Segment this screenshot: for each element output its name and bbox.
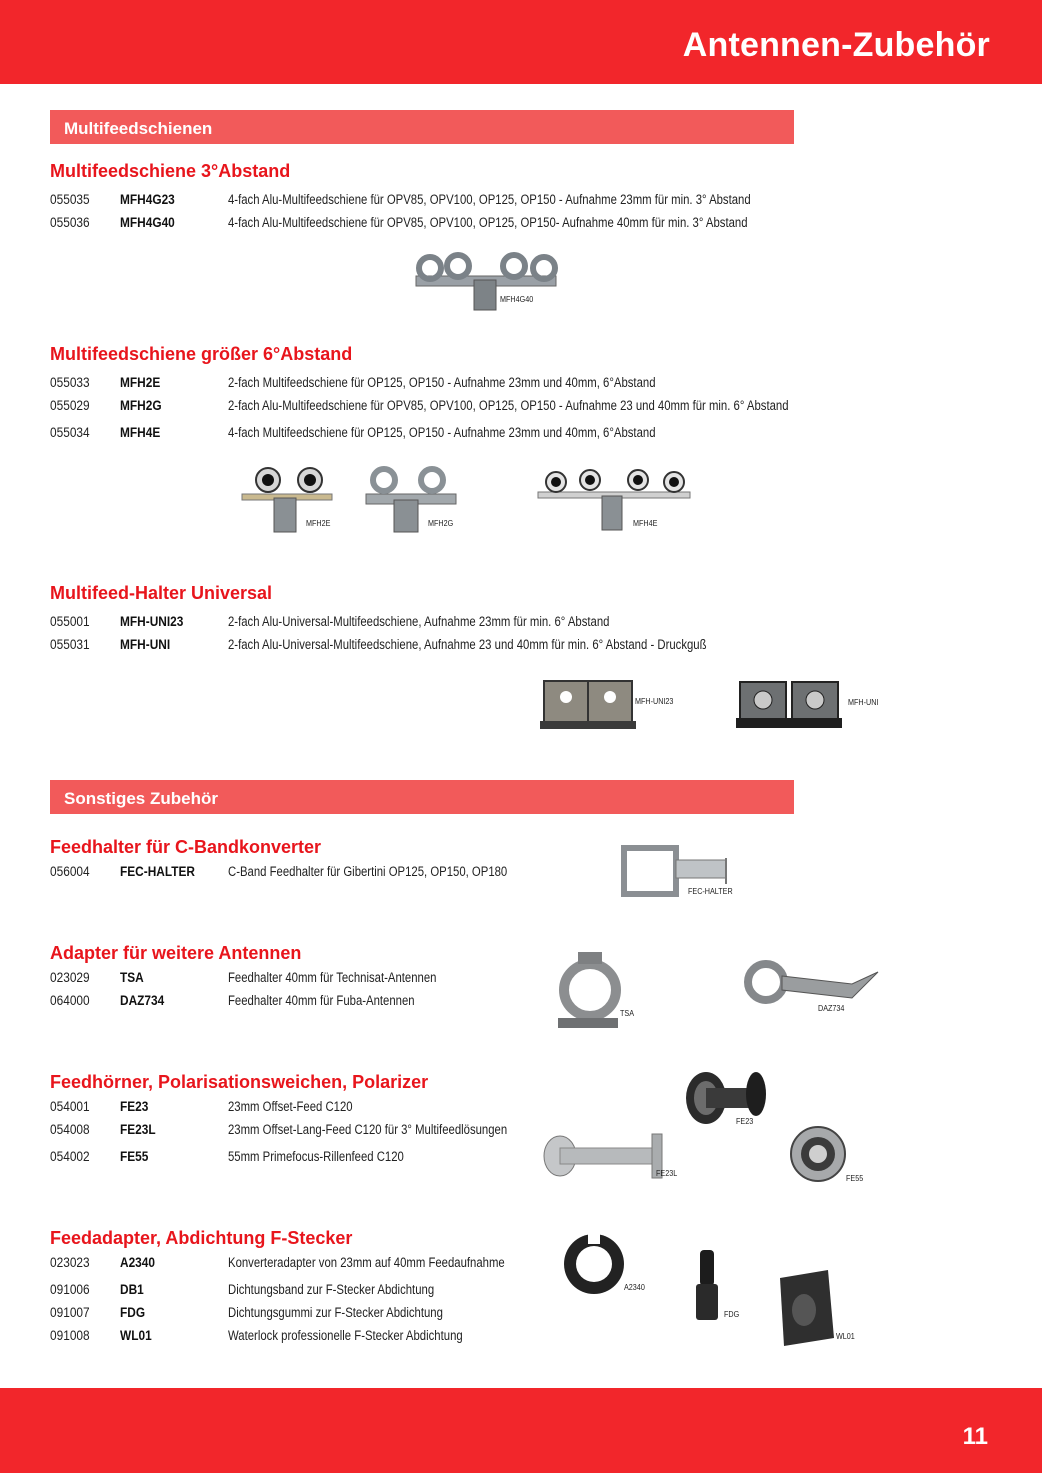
article-number: 055029 (50, 398, 90, 413)
fdg-image (692, 1248, 752, 1324)
article-description: C-Band Feedhalter für Gibertini OP125, OP150, OP180 (228, 864, 508, 879)
image-caption: MFH2G (428, 519, 454, 528)
fec-halter-image (620, 844, 740, 900)
section-bar-multifeedschienen (50, 110, 794, 144)
article-code: MFH4E (120, 425, 161, 440)
article-code: FE23 (120, 1099, 149, 1114)
image-caption: DAZ734 (818, 1004, 845, 1013)
fe55-image (788, 1124, 868, 1186)
article-code: FE55 (120, 1149, 149, 1164)
image-caption: FE23 (736, 1117, 754, 1126)
article-code: MFH2G (120, 398, 162, 413)
mfh-uni-image (736, 678, 886, 730)
article-description: Feedhalter 40mm für Technisat-Antennen (228, 970, 437, 985)
article-number: 055001 (50, 614, 90, 629)
article-code: MFH2E (120, 375, 161, 390)
article-code: MFH4G23 (120, 192, 175, 207)
article-number: 056004 (50, 864, 90, 879)
article-description: 4-fach Alu-Multifeedschiene für OPV85, OPV100, OP125, OP150 - Aufnahme 23mm für min. 3° Abstand (228, 192, 751, 207)
daz734-image (742, 954, 882, 1016)
article-description: Dichtungsband zur F-Stecker Abdichtung (228, 1282, 435, 1297)
fe23-image (684, 1066, 774, 1130)
fe23l-image (542, 1132, 682, 1182)
mfh4g40-image (412, 250, 562, 312)
group-title: Feedhörner, Polarisationsweichen, Polarizer (50, 1072, 429, 1092)
article-number: 054001 (50, 1099, 90, 1114)
section-bar-sonstiges-zubehoer (50, 780, 794, 814)
article-number: 091007 (50, 1305, 90, 1320)
article-description: Feedhalter 40mm für Fuba-Antennen (228, 993, 415, 1008)
section-title: Sonstiges Zubehör (64, 789, 218, 808)
article-description: 4-fach Alu-Multifeedschiene für OPV85, OPV100, OP125, OP150- Aufnahme 40mm für min. 3° Abstand (228, 215, 748, 230)
image-caption: MFH4E (633, 519, 658, 528)
article-number: 054002 (50, 1149, 90, 1164)
article-number: 055033 (50, 375, 90, 390)
article-description: 4-fach Multifeedschiene für OP125, OP150 - Aufnahme 23mm und 40mm, 6°Abstand (228, 425, 656, 440)
image-caption: TSA (620, 1009, 635, 1018)
article-description: 2-fach Alu-Universal-Multifeedschiene, Aufnahme 23mm für min. 6° Abstand (228, 614, 610, 629)
article-number: 023023 (50, 1255, 90, 1270)
article-description: 2-fach Alu-Universal-Multifeedschiene, Aufnahme 23 und 40mm für min. 6° Abstand - Druckguß (228, 637, 707, 652)
image-caption: FEC-HALTER (688, 887, 733, 896)
a2340-image (560, 1230, 660, 1300)
wl01-image (774, 1268, 864, 1352)
article-code: MFH-UNI (120, 637, 171, 652)
article-description: 2-fach Alu-Multifeedschiene für OPV85, OPV100, OP125, OP150 - Aufnahme 23 und 40mm für min. 6° Abstand (228, 398, 789, 413)
article-code: MFH-UNI23 (120, 614, 184, 629)
mfh4e-image (536, 466, 696, 532)
image-caption: FE55 (846, 1174, 864, 1183)
image-caption: A2340 (624, 1283, 645, 1292)
footer-band (0, 1388, 1042, 1473)
article-code: FE23L (120, 1122, 156, 1137)
article-description: 55mm Primefocus-Rillenfeed C120 (228, 1149, 404, 1164)
article-code: DB1 (120, 1282, 144, 1297)
image-caption: MFH2E (306, 519, 331, 528)
article-number: 064000 (50, 993, 90, 1008)
image-caption: MFH4G40 (500, 295, 534, 304)
article-description: Konverteradapter von 23mm auf 40mm Feedaufnahme (228, 1255, 505, 1270)
group-title: Multifeed-Halter Universal (50, 583, 273, 603)
article-code: DAZ734 (120, 993, 165, 1008)
mfh2g-image (364, 464, 464, 534)
article-number: 023029 (50, 970, 90, 985)
article-number: 055036 (50, 215, 90, 230)
group-title: Multifeedschiene 3°Abstand (50, 161, 291, 181)
article-number: 055031 (50, 637, 90, 652)
page-number: 11 (962, 1423, 988, 1450)
group-title: Multifeedschiene größer 6°Abstand (50, 344, 353, 364)
section-title: Multifeedschienen (64, 119, 213, 138)
image-caption: FE23L (656, 1169, 678, 1178)
image-caption: WL01 (836, 1332, 855, 1341)
article-number: 091006 (50, 1282, 90, 1297)
article-code: A2340 (120, 1255, 156, 1270)
tsa-image (554, 948, 644, 1032)
article-description: Dichtungsgummi zur F-Stecker Abdichtung (228, 1305, 443, 1320)
image-caption: MFH-UNI23 (635, 697, 674, 706)
article-code: WL01 (120, 1328, 152, 1343)
article-number: 091008 (50, 1328, 90, 1343)
group-title: Adapter für weitere Antennen (50, 943, 302, 963)
group-title: Feedadapter, Abdichtung F-Stecker (50, 1228, 353, 1248)
mfh2e-image (240, 462, 340, 534)
article-number: 055034 (50, 425, 90, 440)
article-number: 055035 (50, 192, 90, 207)
article-code: FDG (120, 1305, 146, 1320)
article-number: 054008 (50, 1122, 90, 1137)
article-code: FEC-HALTER (120, 864, 196, 879)
article-description: 2-fach Multifeedschiene für OP125, OP150 - Aufnahme 23mm und 40mm, 6°Abstand (228, 375, 656, 390)
article-description: Waterlock professionelle F-Stecker Abdichtung (228, 1328, 463, 1343)
article-code: TSA (120, 970, 144, 985)
group-title: Feedhalter für C-Bandkonverter (50, 837, 322, 857)
image-caption: MFH-UNI (848, 698, 879, 707)
image-caption: FDG (724, 1310, 740, 1319)
article-description: 23mm Offset-Lang-Feed C120 für 3° Multifeedlösungen (228, 1122, 508, 1137)
article-code: MFH4G40 (120, 215, 175, 230)
mfh-uni23-image (540, 677, 690, 731)
article-description: 23mm Offset-Feed C120 (228, 1099, 353, 1114)
page-title: Antennen-Zubehör (682, 26, 990, 64)
